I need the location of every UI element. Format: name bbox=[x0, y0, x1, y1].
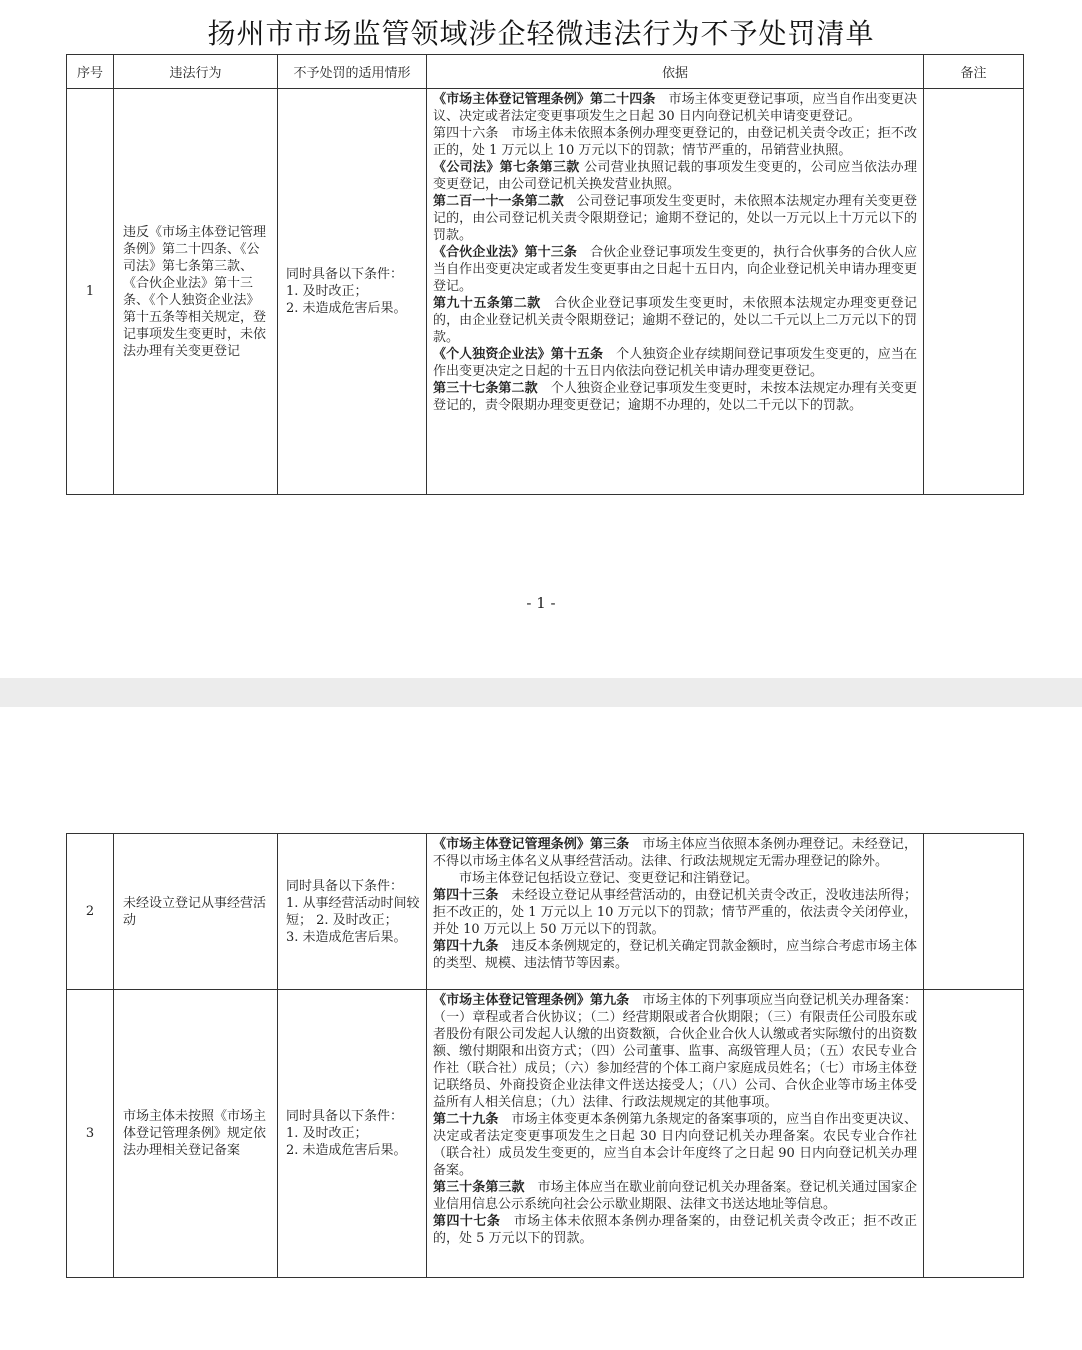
basis-paragraph bbox=[433, 1179, 917, 1213]
remark-cell bbox=[924, 990, 1024, 1278]
basis-cell bbox=[427, 89, 924, 495]
condition-line: 同时具备以下条件： bbox=[286, 267, 404, 282]
basis-article-text: 市场主体未依照本条例办理备案的，由登记机关责令改正；拒不改正的，处 5 万元以下的罚款。 bbox=[433, 1214, 917, 1246]
basis-article-text: 市场主体应当依照本条例办理登记。未经登记，不得以市场主体名义从事经营活动。法律、行政法规规定无需办理登记的除外。 bbox=[433, 837, 917, 869]
basis-cell bbox=[427, 990, 924, 1278]
row-number: 1 bbox=[67, 89, 114, 495]
table-header-row bbox=[67, 55, 1024, 89]
basis-paragraph bbox=[433, 1111, 917, 1179]
basis-article-text: 第四十六条 市场主体未依照本条例办理变更登记的，由登记机关责令改正；拒不改正的，处 1 万元以上 10 万元以下的罚款；情节严重的，吊销营业执照。 bbox=[433, 126, 917, 158]
basis-article-text: 市场主体登记包括设立登记、变更登记和注销登记。 bbox=[459, 871, 759, 886]
basis-article-text: 公司营业执照记载的事项发生变更的，公司应当依法办理变更登记，由公司登记机关换发营业执照。 bbox=[433, 160, 917, 192]
basis-article-text: 市场主体变更本条例第九条规定的备案事项的，应当自作出变更决议、决定或者法定变更事项发生之日起 30 日内向登记机关办理备案。农民专业合作社（联合社）成员发生变更的，应当自本会计年度终了之日起 90 日内向登记机关办理备案。 bbox=[433, 1112, 917, 1178]
basis-paragraph bbox=[433, 125, 917, 159]
basis-article-text: 合伙企业登记事项发生变更的，执行合伙事务的合伙人应当自作出变更决定或者发生变更事由之日起十五日内，向企业登记机关申请办理变更登记。 bbox=[433, 245, 917, 294]
basis-paragraph bbox=[433, 992, 917, 1111]
row-number: 3 bbox=[67, 990, 114, 1278]
header-remark: 备注 bbox=[924, 55, 1024, 89]
basis-article-heading: 第四十九条 bbox=[433, 939, 499, 954]
condition-line: 1. 及时改正； bbox=[286, 284, 368, 299]
basis-article-text: 市场主体应当在歇业前向登记机关办理备案。登记机关通过国家企业信用信息公示系统向社会公示歇业期限、法律文书送达地址等信息。 bbox=[433, 1180, 917, 1212]
basis-paragraph bbox=[433, 91, 917, 125]
basis-article-text: 个人独资企业登记事项发生变更时，未按本法规定办理有关变更登记的，责令限期办理变更登记；逾期不办理的，处以二千元以下的罚款。 bbox=[433, 381, 917, 413]
table-row bbox=[67, 834, 1024, 990]
basis-article-heading: 《市场主体登记管理条例》第九条 bbox=[433, 993, 630, 1008]
header-no: 序号 bbox=[67, 55, 114, 89]
document-title: 扬州市市场监管领域涉企轻微违法行为不予处罚清单 bbox=[207, 17, 875, 50]
basis-article-heading: 第二十九条 bbox=[433, 1112, 499, 1127]
basis-paragraph bbox=[433, 938, 917, 972]
document-page-2 bbox=[0, 707, 1082, 1350]
basis-article-text: 个人独资企业存续期间登记事项发生变更的，应当在作出变更决定之日起的十五日内依法向登记机关申请办理变更登记。 bbox=[433, 347, 917, 379]
row-number: 2 bbox=[67, 834, 114, 990]
condition-cell bbox=[278, 834, 427, 990]
table-row bbox=[67, 990, 1024, 1278]
basis-article-heading: 《合伙企业法》第十三条 bbox=[433, 245, 577, 260]
condition-line: 1. 从事经营活动时间较短； 2. 及时改正； bbox=[286, 895, 420, 928]
penalty-list-table-continued bbox=[66, 833, 1024, 1278]
basis-article-heading: 《市场主体登记管理条例》第三条 bbox=[433, 837, 630, 852]
basis-article-text: 公司登记事项发生变更时，未依照本法规定办理有关变更登记的，由公司登记机关责令限期登记；逾期不登记的，处以一万元以上十万元以下的罚款。 bbox=[433, 194, 917, 243]
basis-paragraph bbox=[433, 193, 917, 244]
basis-article-text: 市场主体的下列事项应当向登记机关办理备案：（一）章程或者合伙协议；（二）经营期限或者合伙期限；（三）有限责任公司股东或者股份有限公司发起人认缴的出资数额，合伙企业合伙人认缴或者实际缴付的出资数额、缴付期限和出资方式；（四）公司董事、监事、高级管理人员；（五）农民专业合作社（联合社）成员；（六）参加经营的个体工商户家庭成员姓名；（七）市场主体登记联络员、外商投资企业法律文件送达接受人；（八）公司、合伙企业等市场主体受益所有人相关信息；（九）法律、行政法规规定的其他事项。 bbox=[433, 993, 917, 1110]
basis-paragraph bbox=[433, 887, 917, 938]
header-condition: 不予处罚的适用情形 bbox=[278, 55, 427, 89]
basis-article-heading: 《公司法》第七条第三款 bbox=[433, 160, 580, 175]
condition-line: 3. 未造成危害后果。 bbox=[286, 929, 407, 945]
header-violation: 违法行为 bbox=[114, 55, 278, 89]
basis-paragraph bbox=[433, 244, 917, 295]
condition-line: 2. 未造成危害后果。 bbox=[286, 1143, 407, 1158]
condition-cell bbox=[278, 990, 427, 1278]
page-number: - 1 - bbox=[526, 594, 556, 612]
basis-paragraph bbox=[433, 380, 917, 414]
condition-line: 同时具备以下条件： bbox=[286, 878, 404, 894]
basis-article-heading: 第四十三条 bbox=[433, 888, 499, 903]
violation-cell: 未经设立登记从事经营活动 bbox=[114, 834, 278, 990]
page-gap bbox=[0, 678, 1082, 707]
basis-article-text: 未经设立登记从事经营活动的，由登记机关责令改正，没收违法所得；拒不改正的，处 1 万元以上 10 万元以下的罚款；情节严重的，依法责令关闭停业，并处 10 万元以上 50 万元以下的罚款。 bbox=[433, 888, 917, 937]
basis-paragraph bbox=[433, 836, 917, 870]
basis-article-heading: 《市场主体登记管理条例》第二十四条 bbox=[433, 92, 656, 107]
basis-article-heading: 第二百一十一条第二款 bbox=[433, 194, 564, 209]
condition-line: 2. 未造成危害后果。 bbox=[286, 301, 407, 316]
basis-cell bbox=[427, 834, 924, 990]
basis-paragraph bbox=[433, 1213, 917, 1247]
remark-cell bbox=[924, 89, 1024, 495]
penalty-list-table bbox=[66, 54, 1024, 495]
table-row bbox=[67, 89, 1024, 495]
basis-paragraph bbox=[433, 295, 917, 346]
header-basis: 依据 bbox=[427, 55, 924, 89]
basis-paragraph bbox=[433, 346, 917, 380]
basis-article-heading: 第四十七条 bbox=[433, 1214, 501, 1229]
condition-line: 1. 及时改正； bbox=[286, 1126, 368, 1141]
violation-cell: 违反《市场主体登记管理条例》第二十四条、《公司法》第七条第三款、《合伙企业法》第十三条、《个人独资企业法》第十五条等相关规定，登记事项发生变更时，未依法办理有关变更登记 bbox=[114, 89, 278, 495]
basis-paragraph bbox=[433, 870, 917, 887]
basis-article-text: 市场主体变更登记事项，应当自作出变更决议、决定或者法定变更事项发生之日起 30 日内向登记机关申请变更登记。 bbox=[433, 92, 917, 124]
basis-article-text: 合伙企业登记事项发生变更时，未依照本法规定办理变更登记的，由企业登记机关责令限期登记；逾期不登记的，处以二千元以上二万元以下的罚款。 bbox=[433, 296, 917, 345]
basis-article-heading: 第三十七条第二款 bbox=[433, 381, 538, 396]
basis-article-text: 违反本条例规定的，登记机关确定罚款金额时，应当综合考虑市场主体的类型、规模、违法情节等因素。 bbox=[433, 939, 917, 971]
condition-cell bbox=[278, 89, 427, 495]
remark-cell bbox=[924, 834, 1024, 990]
basis-article-heading: 《个人独资企业法》第十五条 bbox=[433, 347, 604, 362]
basis-article-heading: 第九十五条第二款 bbox=[433, 296, 541, 311]
condition-line: 同时具备以下条件： bbox=[286, 1109, 404, 1124]
basis-paragraph bbox=[433, 159, 917, 193]
violation-cell: 市场主体未按照《市场主体登记管理条例》规定依法办理相关登记备案 bbox=[114, 990, 278, 1278]
basis-article-heading: 第三十条第三款 bbox=[433, 1180, 525, 1195]
